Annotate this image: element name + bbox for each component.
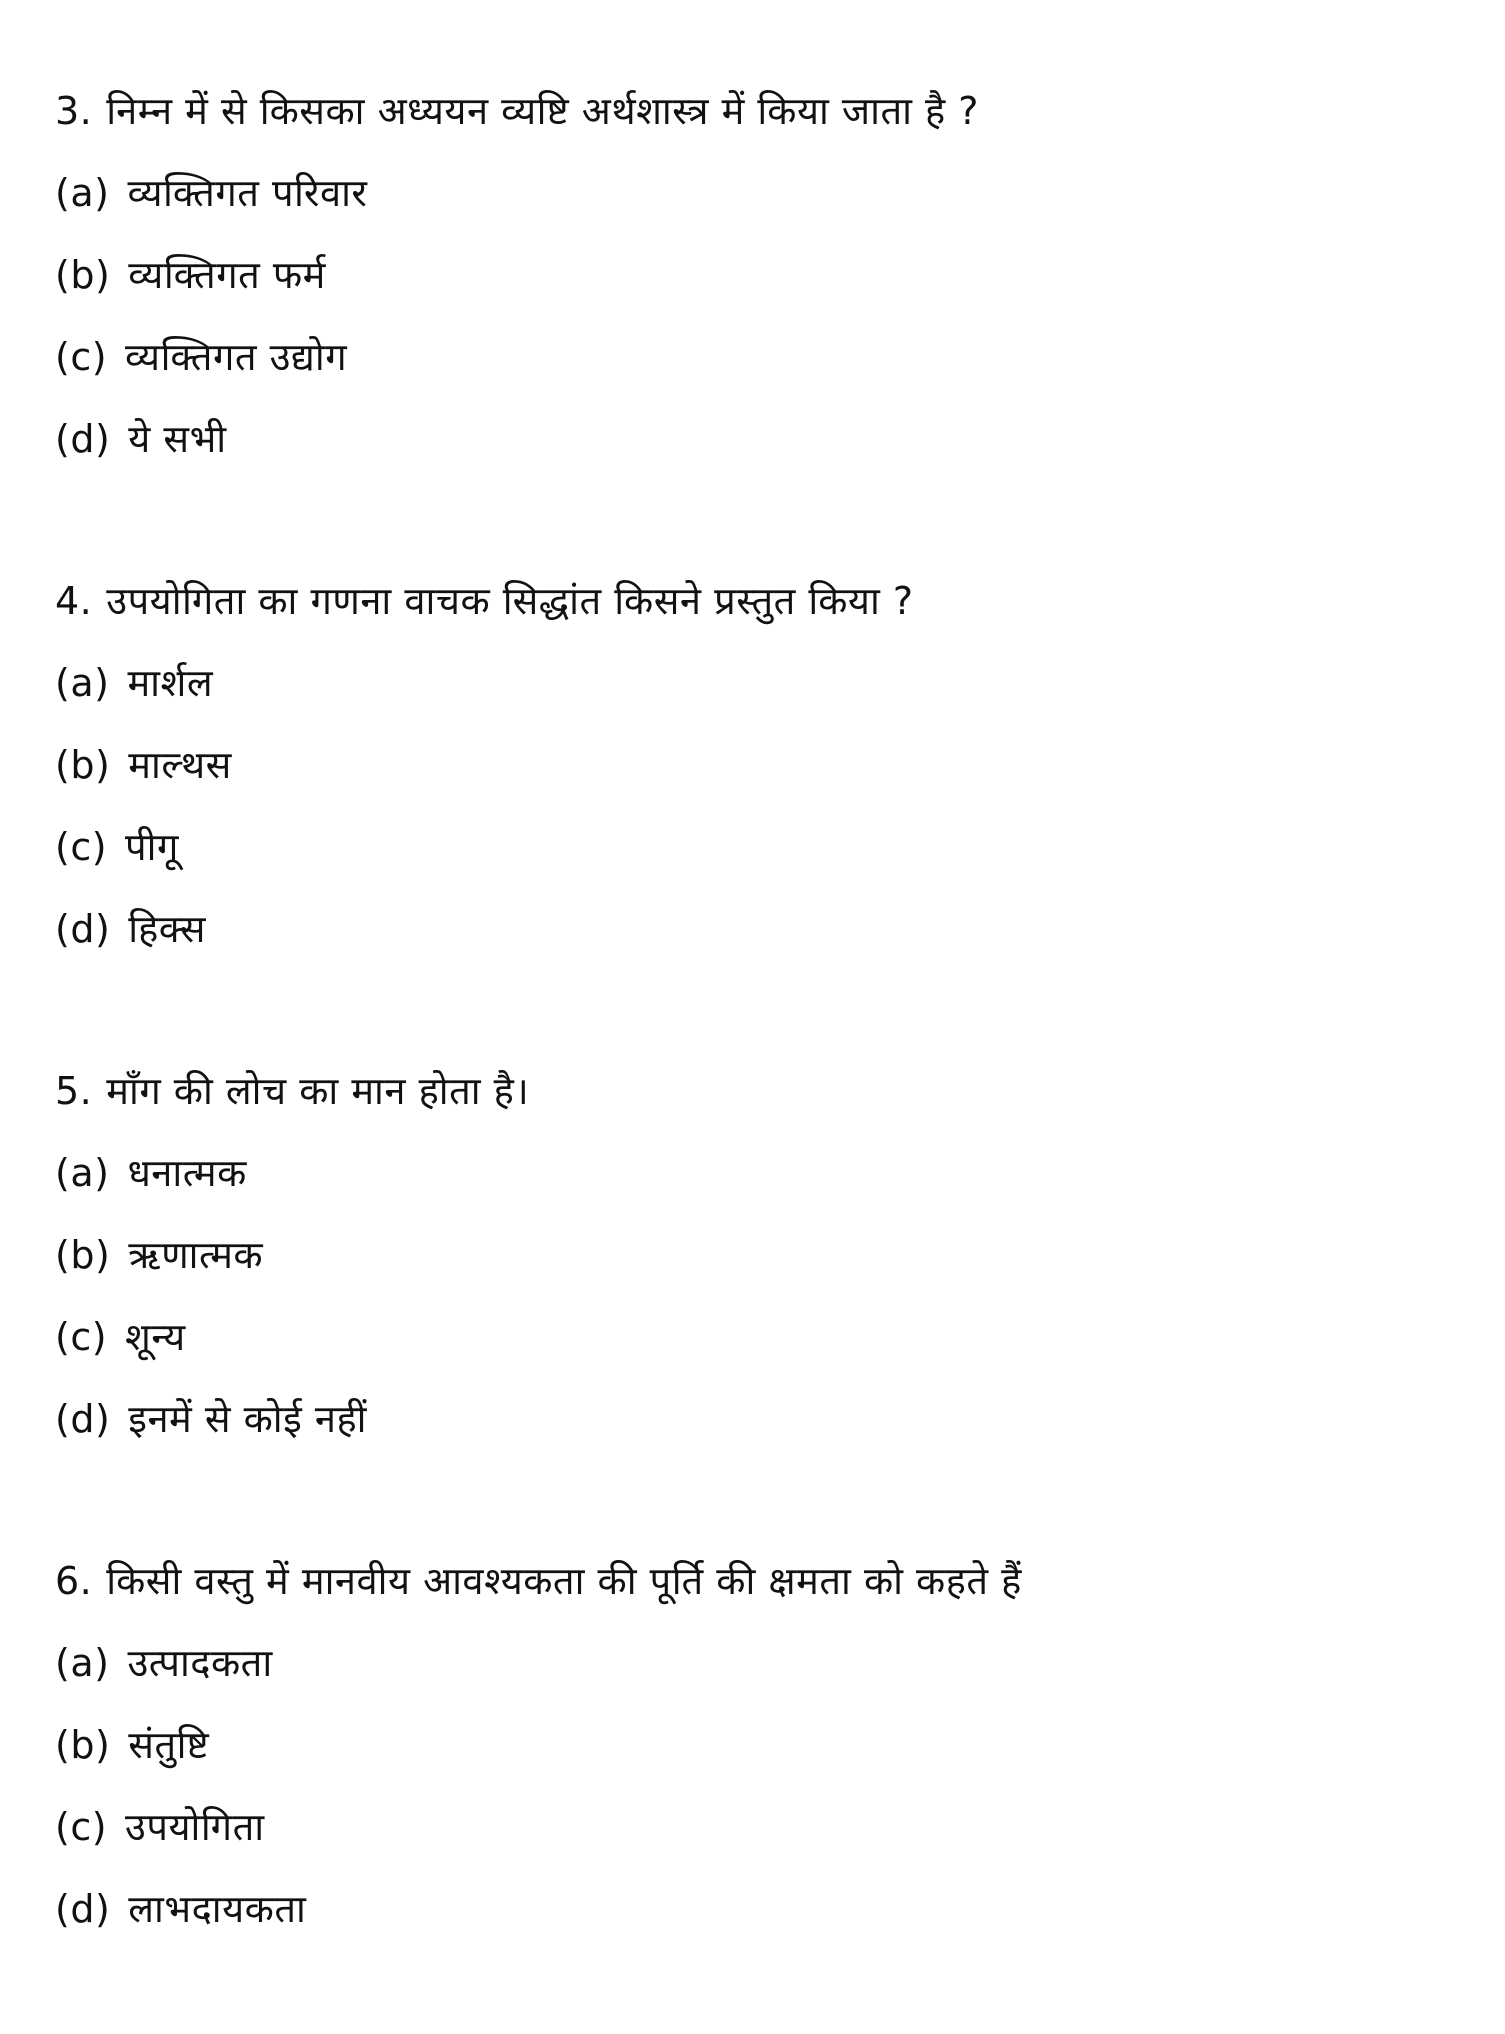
question-6 xyxy=(55,1540,1505,1950)
option-letter: (a) xyxy=(55,1151,110,1195)
option-text: धनात्मक xyxy=(127,1151,247,1195)
option-b xyxy=(55,234,1505,316)
option-text: उपयोगिता xyxy=(125,1805,265,1849)
question-number: 6. xyxy=(55,1559,93,1603)
option-letter: (a) xyxy=(55,171,110,215)
option-c xyxy=(55,316,1505,398)
question-stem: माँग की लोच का मान होता है। xyxy=(106,1069,530,1113)
option-text: शून्य xyxy=(125,1315,186,1359)
option-text: माल्थस xyxy=(128,743,232,787)
option-d xyxy=(55,398,1505,480)
option-text: पीगू xyxy=(125,825,179,869)
option-letter: (c) xyxy=(55,825,108,869)
question-text xyxy=(55,560,1505,642)
option-letter: (c) xyxy=(55,335,108,379)
option-text: हिक्स xyxy=(128,907,206,951)
option-letter: (b) xyxy=(55,253,111,297)
option-text: व्यक्तिगत उद्योग xyxy=(125,335,348,379)
option-letter: (d) xyxy=(55,1397,111,1441)
option-letter: (a) xyxy=(55,661,110,705)
option-a xyxy=(55,1132,1505,1214)
option-letter: (b) xyxy=(55,1233,111,1277)
question-number: 5. xyxy=(55,1069,93,1113)
option-a xyxy=(55,1622,1505,1704)
option-d xyxy=(55,1868,1505,1950)
question-number: 4. xyxy=(55,579,93,623)
option-b xyxy=(55,1214,1505,1296)
option-text: ये सभी xyxy=(128,417,227,461)
option-text: ऋणात्मक xyxy=(128,1233,264,1277)
question-stem: उपयोगिता का गणना वाचक सिद्धांत किसने प्रस्तुत किया ? xyxy=(106,579,914,623)
option-c xyxy=(55,806,1505,888)
option-text: मार्शल xyxy=(127,661,214,705)
option-text: संतुष्टि xyxy=(128,1723,210,1767)
option-letter: (d) xyxy=(55,1887,111,1931)
option-text: व्यक्तिगत परिवार xyxy=(127,171,368,215)
question-stem: निम्न में से किसका अध्ययन व्यष्टि अर्थशास्त्र में किया जाता है ? xyxy=(106,89,979,133)
option-c xyxy=(55,1786,1505,1868)
option-letter: (a) xyxy=(55,1641,110,1685)
option-text: इनमें से कोई नहीं xyxy=(128,1397,367,1441)
option-letter: (c) xyxy=(55,1805,108,1849)
question-text xyxy=(55,1050,1505,1132)
option-letter: (d) xyxy=(55,907,111,951)
question-4 xyxy=(55,560,1505,970)
option-text: उत्पादकता xyxy=(127,1641,273,1685)
option-letter: (d) xyxy=(55,417,111,461)
question-text xyxy=(55,70,1505,152)
option-a xyxy=(55,152,1505,234)
question-stem: किसी वस्तु में मानवीय आवश्यकता की पूर्ति की क्षमता को कहते हैं xyxy=(106,1559,1022,1603)
option-d xyxy=(55,888,1505,970)
option-d xyxy=(55,1378,1505,1460)
question-text xyxy=(55,1540,1505,1622)
option-letter: (c) xyxy=(55,1315,108,1359)
option-text: व्यक्तिगत फर्म xyxy=(128,253,326,297)
option-letter: (b) xyxy=(55,743,111,787)
option-letter: (b) xyxy=(55,1723,111,1767)
option-c xyxy=(55,1296,1505,1378)
option-text: लाभदायकता xyxy=(128,1887,307,1931)
question-5 xyxy=(55,1050,1505,1460)
question-number: 3. xyxy=(55,89,93,133)
option-b xyxy=(55,724,1505,806)
option-b xyxy=(55,1704,1505,1786)
question-3 xyxy=(55,70,1505,480)
option-a xyxy=(55,642,1505,724)
